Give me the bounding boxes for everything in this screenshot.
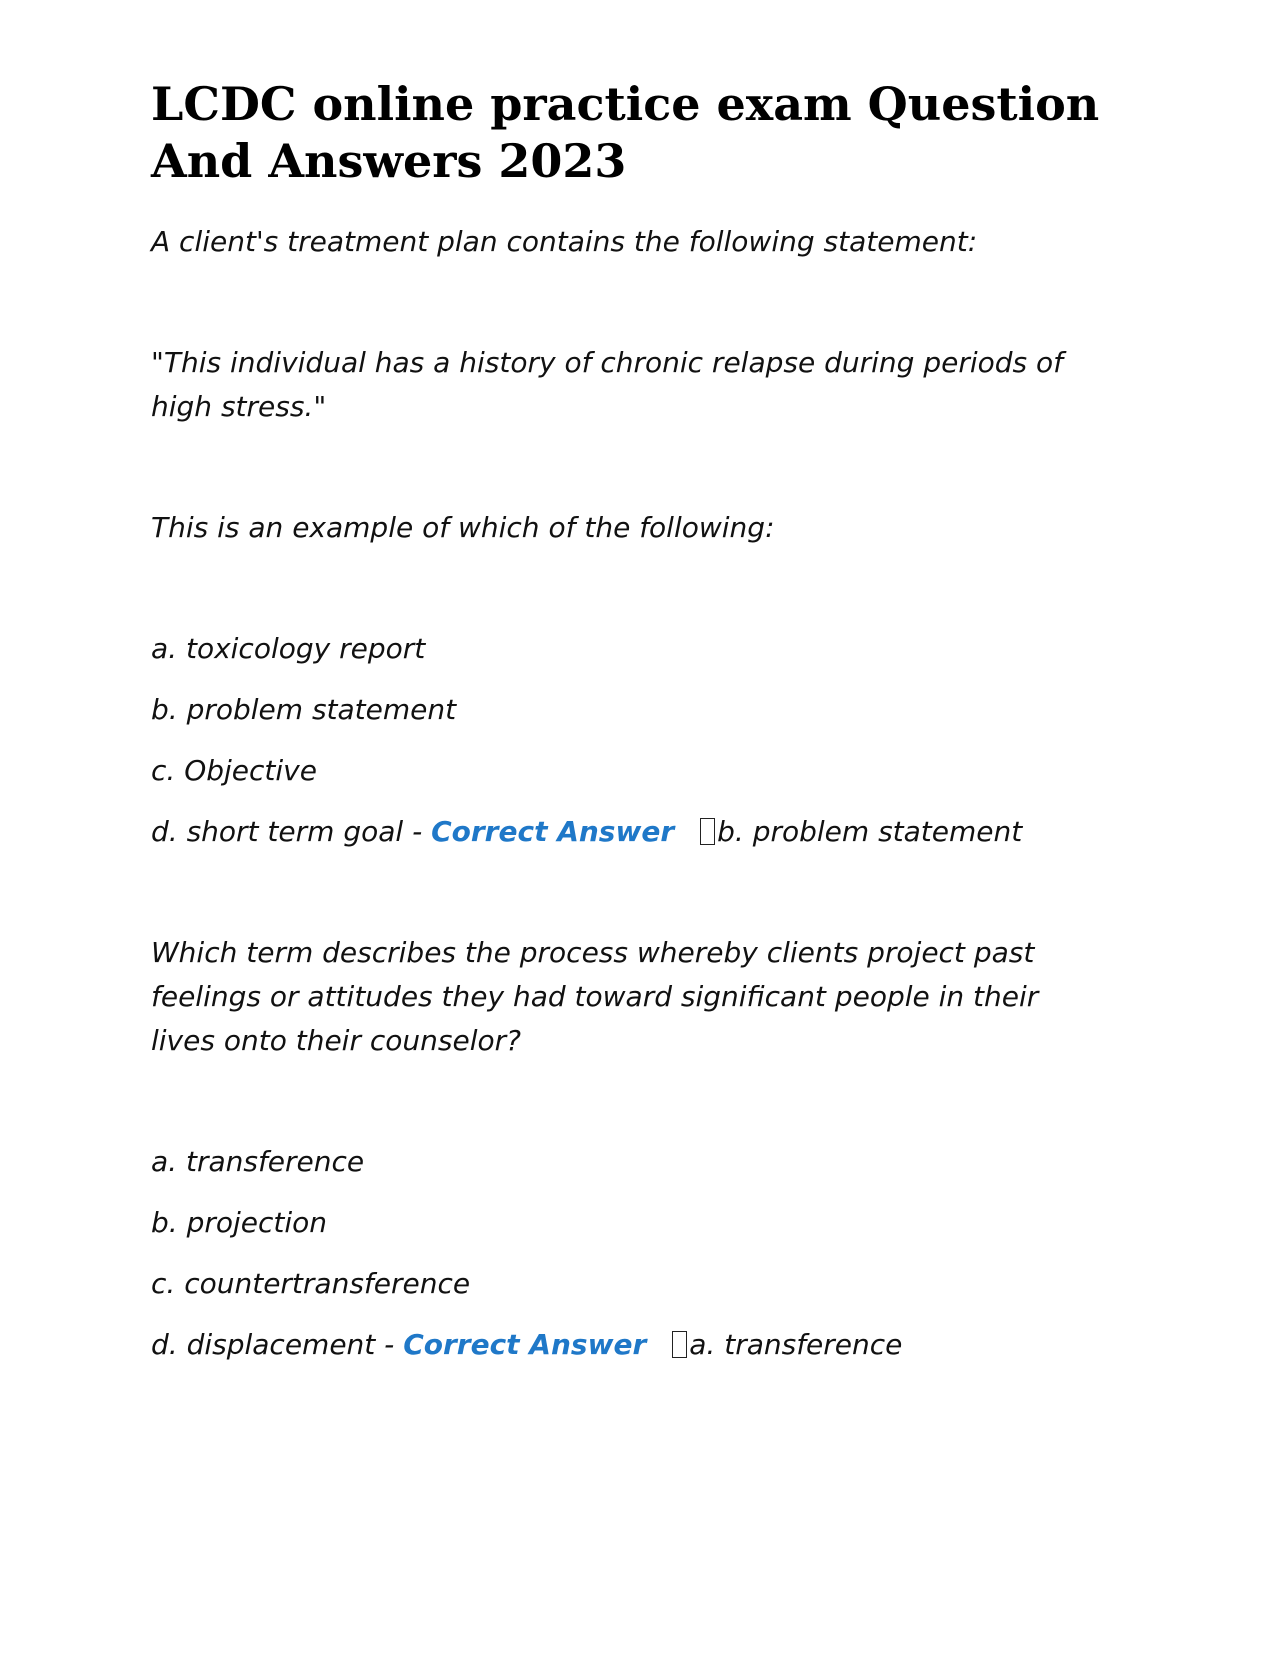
option-a: a. toxicology report	[151, 632, 426, 665]
question-prompt: This is an example of which of the following:	[151, 511, 775, 544]
document-page	[151, 76, 1111, 1367]
option-a: a. transference	[151, 1145, 365, 1178]
correct-answer-text: a. transference	[689, 1328, 903, 1361]
option-c: c. countertransference	[151, 1267, 471, 1300]
option-d-with-answer	[151, 1323, 1111, 1367]
box-icon	[700, 818, 715, 845]
question-prompt: Which term describes the process whereby clients project past feelings or attitudes they had toward significant people in their lives onto their counselor?	[151, 936, 1039, 1057]
option-d: d. short term goal -	[151, 815, 432, 848]
option-d-with-answer	[151, 810, 1111, 854]
option-b: b. projection	[151, 1206, 328, 1239]
option-c: c. Objective	[151, 754, 317, 787]
option-b: b. problem statement	[151, 693, 457, 726]
question-prompt: A client's treatment plan contains the following statement:	[151, 225, 978, 258]
question-block	[151, 931, 1111, 1367]
correct-answer-text: b. problem statement	[717, 815, 1023, 848]
page-title: LCDC online practice exam Question And Answers 2023	[151, 77, 1100, 188]
question-quote: "This individual has a history of chronic relapse during periods of high stress."	[151, 346, 1063, 423]
question-block	[151, 220, 1111, 854]
box-icon	[672, 1331, 687, 1358]
option-d: d. displacement -	[151, 1328, 404, 1361]
correct-answer-label: Correct Answer	[431, 815, 675, 848]
correct-answer-label: Correct Answer	[403, 1328, 647, 1361]
